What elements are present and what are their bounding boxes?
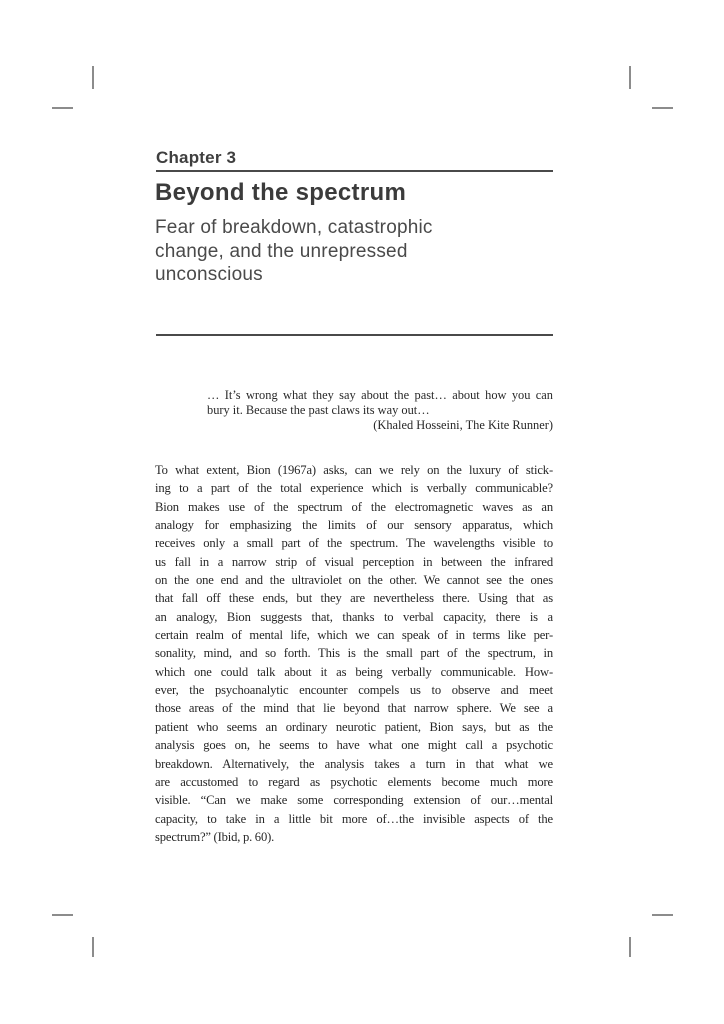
header-rule-bottom bbox=[156, 334, 553, 336]
body-text-line: To what extent, Bion (1967a) asks, can we rely on the luxury of stick- bbox=[155, 463, 553, 477]
crop-mark-top-right-vertical bbox=[629, 66, 631, 89]
chapter-label: Chapter 3 bbox=[156, 148, 237, 167]
epigraph-quote-line: … It’s wrong what they say about the past… about how you can bbox=[207, 388, 553, 402]
body-text-line: patient who seems an ordinary neurotic patient, Bion says, but as the bbox=[155, 719, 553, 734]
crop-mark-bottom-left-vertical bbox=[92, 937, 94, 957]
body-text-line: which one could talk about it as being verbally communicable. How- bbox=[155, 664, 553, 679]
page-content bbox=[155, 0, 553, 1024]
body-text-line: certain realm of mental life, which we can speak of in terms like per- bbox=[155, 628, 553, 643]
body-text-line: Bion makes use of the spectrum of the electromagnetic waves as an bbox=[155, 499, 553, 514]
crop-mark-bottom-right-vertical bbox=[629, 937, 631, 957]
body-text-line: analysis goes on, he seems to have what one might call a psychotic bbox=[155, 738, 553, 753]
chapter-subtitle-line: change, and the unrepressed bbox=[155, 240, 408, 262]
chapter-subtitle bbox=[155, 216, 553, 287]
epigraph-attribution: (Khaled Hosseini, The Kite Runner) bbox=[373, 418, 553, 433]
body-text-line: an analogy, Bion suggests that, thanks to verbal capacity, there is a bbox=[155, 609, 553, 624]
chapter-title: Beyond the spectrum bbox=[155, 179, 407, 206]
body-text-line: analogy for emphasizing the limits of our sensory apparatus, which bbox=[155, 518, 553, 533]
body-text-line: capacity, to take in a little bit more of…the invisible aspects of the bbox=[155, 811, 553, 826]
body-text-line: receives only a small part of the spectrum. The wavelengths visible to bbox=[155, 536, 553, 551]
body-text-line: breakdown. Alternatively, the analysis takes a turn in that what we bbox=[155, 756, 553, 771]
epigraph bbox=[207, 388, 553, 434]
chapter-subtitle-line: unconscious bbox=[155, 264, 263, 285]
epigraph-quote bbox=[207, 388, 553, 418]
body-text-line: are accustomed to regard as psychotic elements become much more bbox=[155, 774, 553, 789]
body-text-line: those areas of the mind that lie beyond that narrow sphere. We see a bbox=[155, 701, 553, 716]
crop-mark-bottom-left-horizontal bbox=[52, 914, 73, 916]
crop-mark-top-right-horizontal bbox=[652, 107, 673, 109]
body-text-line: that fall off these ends, but they are nevertheless there. Using that as bbox=[155, 591, 553, 606]
body-text-line: spectrum?” (Ibid, p. 60). bbox=[155, 829, 275, 844]
crop-mark-top-left-vertical bbox=[92, 66, 94, 89]
body-text-line: visible. “Can we make some corresponding extension of our…mental bbox=[155, 793, 553, 808]
body-paragraph bbox=[155, 461, 553, 846]
crop-mark-top-left-horizontal bbox=[52, 107, 73, 109]
chapter-subtitle-line: Fear of breakdown, catastrophic bbox=[155, 217, 433, 238]
body-text-line: sonality, mind, and so forth. This is the small part of the spectrum, in bbox=[155, 646, 553, 661]
body-text-line: ing to a part of the total experience which is verbally communicable? bbox=[155, 481, 553, 496]
body-text-line: us fall in a narrow strip of visual perception in between the infrared bbox=[155, 554, 553, 569]
header-rule-top bbox=[156, 170, 553, 172]
body-text-line: on the one end and the ultraviolet on the other. We cannot see the ones bbox=[155, 573, 553, 588]
epigraph-quote-line: bury it. Because the past claws its way out… bbox=[207, 403, 430, 418]
body-text-line: ever, the psychoanalytic encounter compels us to observe and meet bbox=[155, 683, 553, 698]
crop-mark-bottom-right-horizontal bbox=[652, 914, 673, 916]
